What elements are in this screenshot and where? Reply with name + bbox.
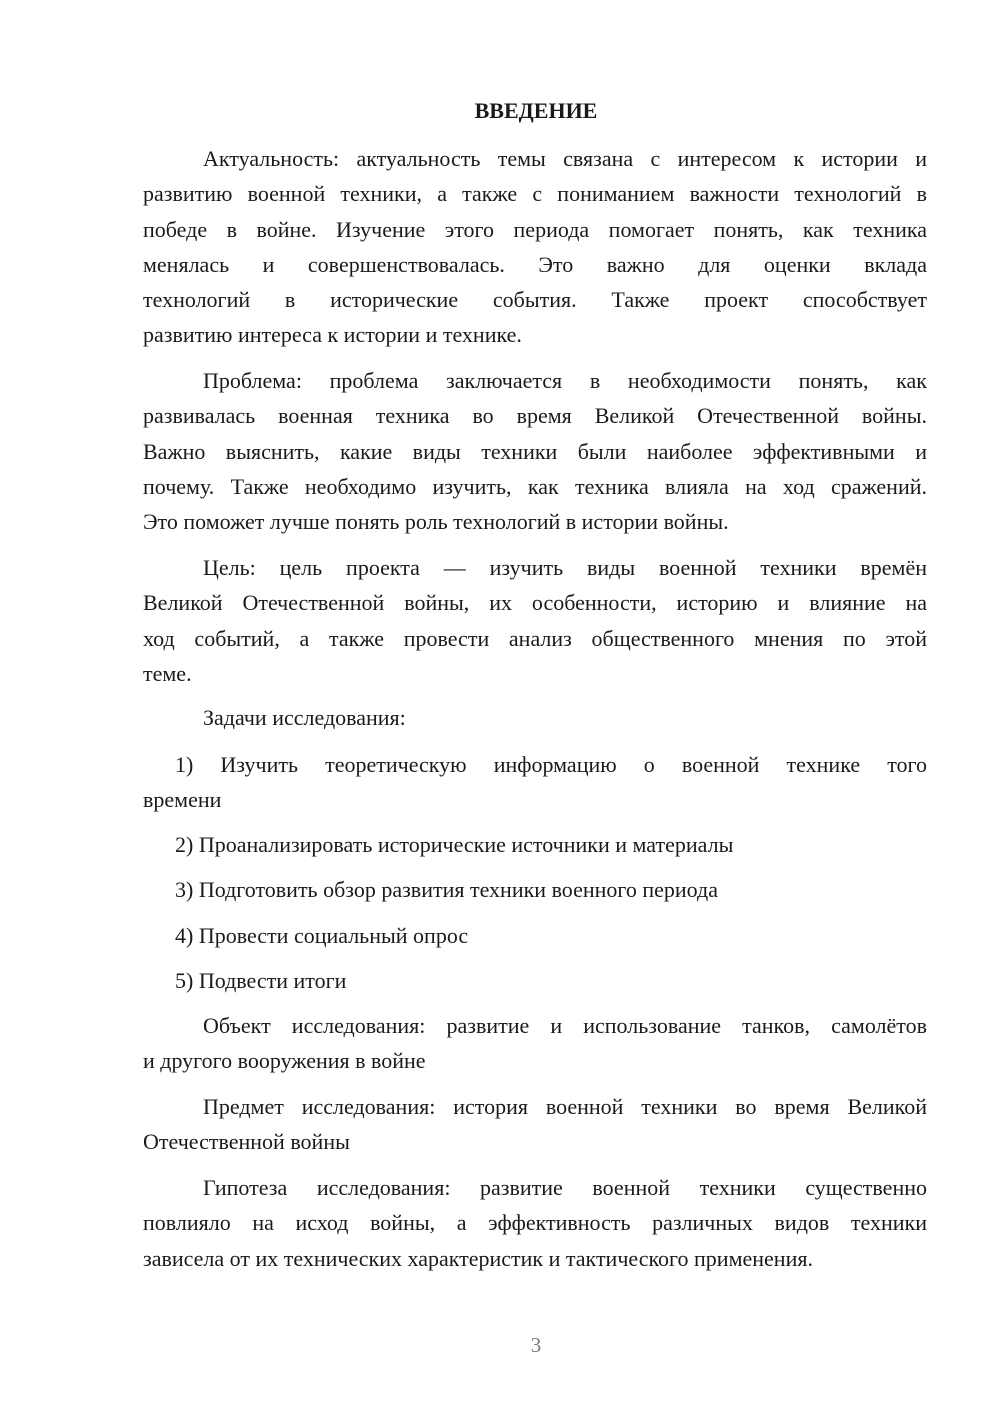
text-line: Цель: цель проекта — изучить виды военной техники времён — [203, 555, 927, 580]
text-line: развивалась военная техника во время Великой Отечественной войны. — [143, 403, 927, 429]
text-line: развитию интереса к истории и технике. — [143, 322, 522, 348]
page-number: 3 — [530, 1333, 542, 1357]
text-line: времени — [143, 787, 222, 813]
text-line: Задачи исследования: — [203, 705, 406, 730]
text-line: Великой Отечественной войны, их особенности, историю и влияние на — [143, 590, 927, 616]
text-line: Объект исследования: развитие и использование танков, самолётов — [203, 1013, 927, 1038]
paragraph-object — [143, 1008, 927, 1079]
paragraph-goal — [143, 550, 927, 691]
text-line: 5) Подвести итоги — [175, 968, 347, 993]
text-line: Отечественной войны — [143, 1129, 350, 1155]
text-line: Гипотеза исследования: развитие военной техники существенно — [203, 1175, 927, 1200]
task-item-1 — [143, 747, 927, 818]
text-line: победе в войне. Изучение этого периода помогает понять, как техника — [143, 216, 927, 242]
paragraph-hypothesis — [143, 1170, 927, 1276]
paragraph-relevance — [143, 141, 927, 353]
text-line: Проблема: проблема заключается в необходимости понять, как — [203, 368, 927, 393]
text-line: почему. Также необходимо изучить, как техника влияла на ход сражений. — [143, 473, 927, 499]
text-line: 3) Подготовить обзор развития техники военного периода — [175, 877, 718, 902]
text-line: теме. — [143, 660, 192, 686]
task-item-5 — [143, 963, 927, 998]
text-line: ход событий, а также провести анализ общественного мнения по этой — [143, 625, 927, 651]
text-line: Актуальность: актуальность темы связана с интересом к истории и — [203, 146, 927, 171]
text-line: менялась и совершенствовалась. Это важно для оценки вклада — [143, 251, 927, 277]
text-line: и другого вооружения в войне — [143, 1048, 426, 1074]
task-item-3 — [143, 872, 927, 907]
text-line: 4) Провести социальный опрос — [175, 923, 469, 948]
text-line: зависела от их технических характеристик и тактического применения. — [143, 1245, 813, 1271]
text-line: 1) Изучить теоретическую информацию о военной технике того — [175, 752, 927, 777]
text-line: технологий в исторические события. Также проект способствует — [143, 287, 927, 313]
task-item-4 — [143, 918, 927, 953]
text-line: развитию военной техники, а также с пониманием важности технологий в — [143, 181, 927, 207]
text-line: Это поможет лучше понять роль технологий в истории войны. — [143, 509, 729, 535]
paragraph-tasks-heading — [143, 700, 927, 735]
page-title: ВВЕДЕНИЕ — [474, 98, 598, 123]
text-line: Предмет исследования: история военной техники во время Великой — [203, 1094, 927, 1119]
text-line: повлияло на исход войны, а эффективность различных видов техники — [143, 1210, 927, 1236]
text-line: 2) Проанализировать исторические источники и материалы — [175, 832, 734, 857]
paragraph-problem — [143, 363, 927, 539]
text-line: Важно выяснить, какие виды техники были наиболее эффективными и — [143, 438, 927, 464]
paragraph-subject — [143, 1089, 927, 1160]
task-item-2 — [143, 827, 927, 862]
